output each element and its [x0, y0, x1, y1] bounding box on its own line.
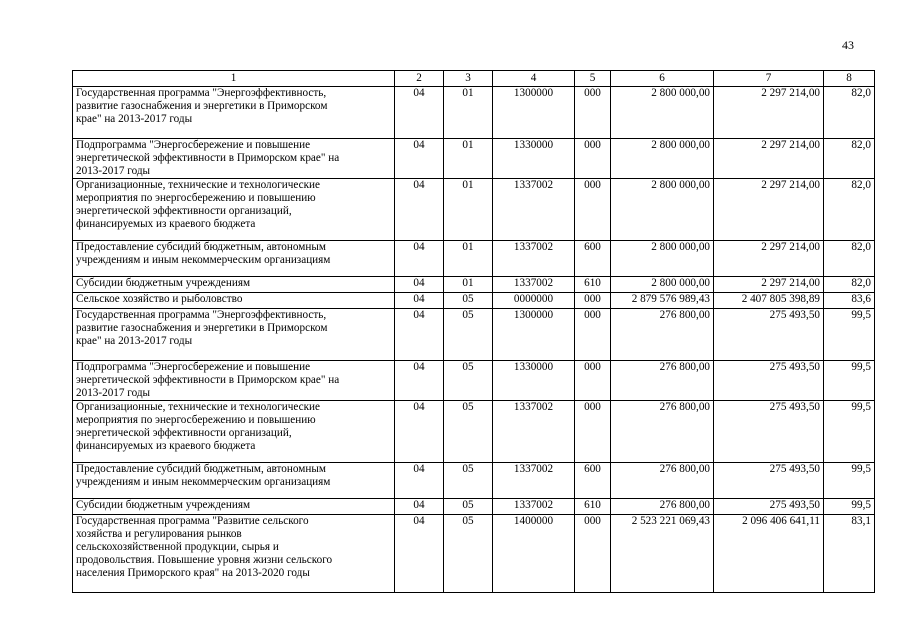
row-name-line: населения Приморского края" на 2013-2020 годы [76, 567, 310, 579]
planned-amount-cell: 276 800,00 [611, 361, 714, 401]
row-name-line: крае" на 2013-2017 годы [76, 335, 193, 347]
target-article-cell: 1337002 [493, 277, 575, 293]
row-name-cell [73, 277, 395, 293]
subsection-code-cell: 05 [444, 499, 493, 515]
table-row [73, 361, 875, 401]
section-code-cell: 04 [395, 463, 444, 499]
row-name-line: продовольствия. Повышение уровня жизни сельского [76, 554, 333, 566]
row-name-line: энергетической эффективности организаций, [76, 427, 292, 439]
execution-percent-cell: 83,1 [824, 515, 875, 593]
row-name-line: Подпрограмма "Энергосбережение и повышение [76, 361, 311, 373]
executed-amount-cell: 2 297 214,00 [714, 87, 824, 139]
executed-amount-cell: 2 096 406 641,11 [714, 515, 824, 593]
table-row [73, 241, 875, 277]
row-name-cell [73, 179, 395, 241]
subsection-code-cell: 01 [444, 139, 493, 179]
executed-amount-cell: 275 493,50 [714, 309, 824, 361]
row-name-line: Государственная программа "Развитие сельского [76, 515, 309, 527]
row-name-line: мероприятия по энергосбережению и повышению [76, 414, 316, 426]
execution-percent-cell: 82,0 [824, 139, 875, 179]
header-col-1: 1 [73, 71, 395, 87]
row-name-cell [73, 463, 395, 499]
expense-type-cell: 000 [575, 361, 611, 401]
row-name-cell [73, 401, 395, 463]
planned-amount-cell: 276 800,00 [611, 499, 714, 515]
row-name-line: Государственная программа "Энергоэффективность, [76, 309, 327, 321]
executed-amount-cell: 2 297 214,00 [714, 139, 824, 179]
row-name-line: Предоставление субсидий бюджетным, автономным [76, 241, 326, 253]
row-name-line: Организационные, технические и технологические [76, 401, 320, 413]
target-article-cell: 1330000 [493, 361, 575, 401]
section-code-cell: 04 [395, 277, 444, 293]
row-name-line: развитие газоснабжения и энергетики в Приморском [76, 100, 328, 112]
executed-amount-cell: 275 493,50 [714, 401, 824, 463]
table-row [73, 277, 875, 293]
row-name-line: мероприятия по энергосбережению и повышению [76, 192, 316, 204]
planned-amount-cell: 276 800,00 [611, 463, 714, 499]
table-row [73, 309, 875, 361]
section-code-cell: 04 [395, 361, 444, 401]
row-name-line: 2013-2017 годы [76, 387, 151, 399]
executed-amount-cell: 2 297 214,00 [714, 241, 824, 277]
subsection-code-cell: 05 [444, 293, 493, 309]
row-name-line: Субсидии бюджетным учреждениям [76, 499, 251, 511]
expense-type-cell: 610 [575, 277, 611, 293]
row-name-cell [73, 293, 395, 309]
execution-percent-cell: 83,6 [824, 293, 875, 309]
execution-percent-cell: 82,0 [824, 87, 875, 139]
subsection-code-cell: 05 [444, 401, 493, 463]
planned-amount-cell: 2 800 000,00 [611, 277, 714, 293]
table-body [73, 87, 875, 593]
target-article-cell: 1337002 [493, 401, 575, 463]
planned-amount-cell: 276 800,00 [611, 309, 714, 361]
section-code-cell: 04 [395, 309, 444, 361]
header-col-2: 2 [395, 71, 444, 87]
table-row [73, 139, 875, 179]
executed-amount-cell: 275 493,50 [714, 361, 824, 401]
expense-type-cell: 000 [575, 515, 611, 593]
table-row [73, 463, 875, 499]
row-name-line: развитие газоснабжения и энергетики в Приморском [76, 322, 328, 334]
row-name-cell [73, 309, 395, 361]
table-row [73, 87, 875, 139]
target-article-cell: 1400000 [493, 515, 575, 593]
row-name-line: Подпрограмма "Энергосбережение и повышение [76, 139, 311, 151]
subsection-code-cell: 01 [444, 87, 493, 139]
row-name-line: крае" на 2013-2017 годы [76, 113, 193, 125]
planned-amount-cell: 2 523 221 069,43 [611, 515, 714, 593]
row-name-line: энергетической эффективности организаций, [76, 205, 292, 217]
execution-percent-cell: 99,5 [824, 463, 875, 499]
header-col-8: 8 [824, 71, 875, 87]
execution-percent-cell: 99,5 [824, 309, 875, 361]
row-name-cell [73, 87, 395, 139]
row-name-line: Сельское хозяйство и рыболовство [76, 293, 243, 305]
planned-amount-cell: 2 800 000,00 [611, 87, 714, 139]
subsection-code-cell: 05 [444, 463, 493, 499]
execution-percent-cell: 99,5 [824, 499, 875, 515]
planned-amount-cell: 2 800 000,00 [611, 179, 714, 241]
row-name-line: финансируемых из краевого бюджета [76, 218, 256, 230]
executed-amount-cell: 275 493,50 [714, 499, 824, 515]
executed-amount-cell: 275 493,50 [714, 463, 824, 499]
execution-percent-cell: 99,5 [824, 361, 875, 401]
target-article-cell: 1337002 [493, 463, 575, 499]
expense-type-cell: 000 [575, 293, 611, 309]
executed-amount-cell: 2 297 214,00 [714, 179, 824, 241]
executed-amount-cell: 2 407 805 398,89 [714, 293, 824, 309]
planned-amount-cell: 2 800 000,00 [611, 241, 714, 277]
target-article-cell: 1337002 [493, 179, 575, 241]
target-article-cell: 1300000 [493, 309, 575, 361]
execution-percent-cell: 82,0 [824, 179, 875, 241]
subsection-code-cell: 05 [444, 515, 493, 593]
execution-percent-cell: 99,5 [824, 401, 875, 463]
section-code-cell: 04 [395, 87, 444, 139]
row-name-line: финансируемых из краевого бюджета [76, 440, 256, 452]
header-col-3: 3 [444, 71, 493, 87]
expense-type-cell: 000 [575, 401, 611, 463]
row-name-line: учреждениям и иным некоммерческим организациям [76, 254, 331, 266]
row-name-line: Субсидии бюджетным учреждениям [76, 277, 251, 289]
section-code-cell: 04 [395, 499, 444, 515]
row-name-cell [73, 499, 395, 515]
row-name-line: энергетической эффективности в Приморском крае" на [76, 374, 340, 386]
target-article-cell: 0000000 [493, 293, 575, 309]
subsection-code-cell: 05 [444, 309, 493, 361]
section-code-cell: 04 [395, 241, 444, 277]
expense-type-cell: 000 [575, 309, 611, 361]
table-row [73, 401, 875, 463]
execution-percent-cell: 82,0 [824, 277, 875, 293]
expense-type-cell: 000 [575, 139, 611, 179]
planned-amount-cell: 2 879 576 989,43 [611, 293, 714, 309]
row-name-line: Организационные, технические и технологические [76, 179, 320, 191]
row-name-cell [73, 241, 395, 277]
header-col-6: 6 [611, 71, 714, 87]
header-col-5: 5 [575, 71, 611, 87]
section-code-cell: 04 [395, 515, 444, 593]
target-article-cell: 1300000 [493, 87, 575, 139]
row-name-line: сельскохозяйственной продукции, сырья и [76, 541, 279, 553]
section-code-cell: 04 [395, 139, 444, 179]
expense-type-cell: 610 [575, 499, 611, 515]
planned-amount-cell: 2 800 000,00 [611, 139, 714, 179]
budget-table [72, 70, 875, 593]
target-article-cell: 1330000 [493, 139, 575, 179]
target-article-cell: 1337002 [493, 241, 575, 277]
row-name-line: Государственная программа "Энергоэффективность, [76, 87, 327, 99]
row-name-cell [73, 515, 395, 593]
header-col-4: 4 [493, 71, 575, 87]
expense-type-cell: 000 [575, 179, 611, 241]
page-number: 43 [842, 38, 854, 52]
subsection-code-cell: 05 [444, 361, 493, 401]
table-row [73, 293, 875, 309]
subsection-code-cell: 01 [444, 179, 493, 241]
execution-percent-cell: 82,0 [824, 241, 875, 277]
row-name-line: Предоставление субсидий бюджетным, автономным [76, 463, 326, 475]
target-article-cell: 1337002 [493, 499, 575, 515]
section-code-cell: 04 [395, 179, 444, 241]
header-row [73, 71, 875, 87]
row-name-line: учреждениям и иным некоммерческим организациям [76, 476, 331, 488]
executed-amount-cell: 2 297 214,00 [714, 277, 824, 293]
table-row [73, 179, 875, 241]
section-code-cell: 04 [395, 401, 444, 463]
row-name-line: энергетической эффективности в Приморском крае" на [76, 152, 340, 164]
section-code-cell: 04 [395, 293, 444, 309]
planned-amount-cell: 276 800,00 [611, 401, 714, 463]
expense-type-cell: 600 [575, 241, 611, 277]
subsection-code-cell: 01 [444, 277, 493, 293]
row-name-cell [73, 139, 395, 179]
header-col-7: 7 [714, 71, 824, 87]
row-name-cell [73, 361, 395, 401]
table-row [73, 499, 875, 515]
expense-type-cell: 000 [575, 87, 611, 139]
row-name-line: хозяйства и регулирования рынков [76, 528, 242, 540]
subsection-code-cell: 01 [444, 241, 493, 277]
expense-type-cell: 600 [575, 463, 611, 499]
row-name-line: 2013-2017 годы [76, 165, 151, 177]
table-row [73, 515, 875, 593]
